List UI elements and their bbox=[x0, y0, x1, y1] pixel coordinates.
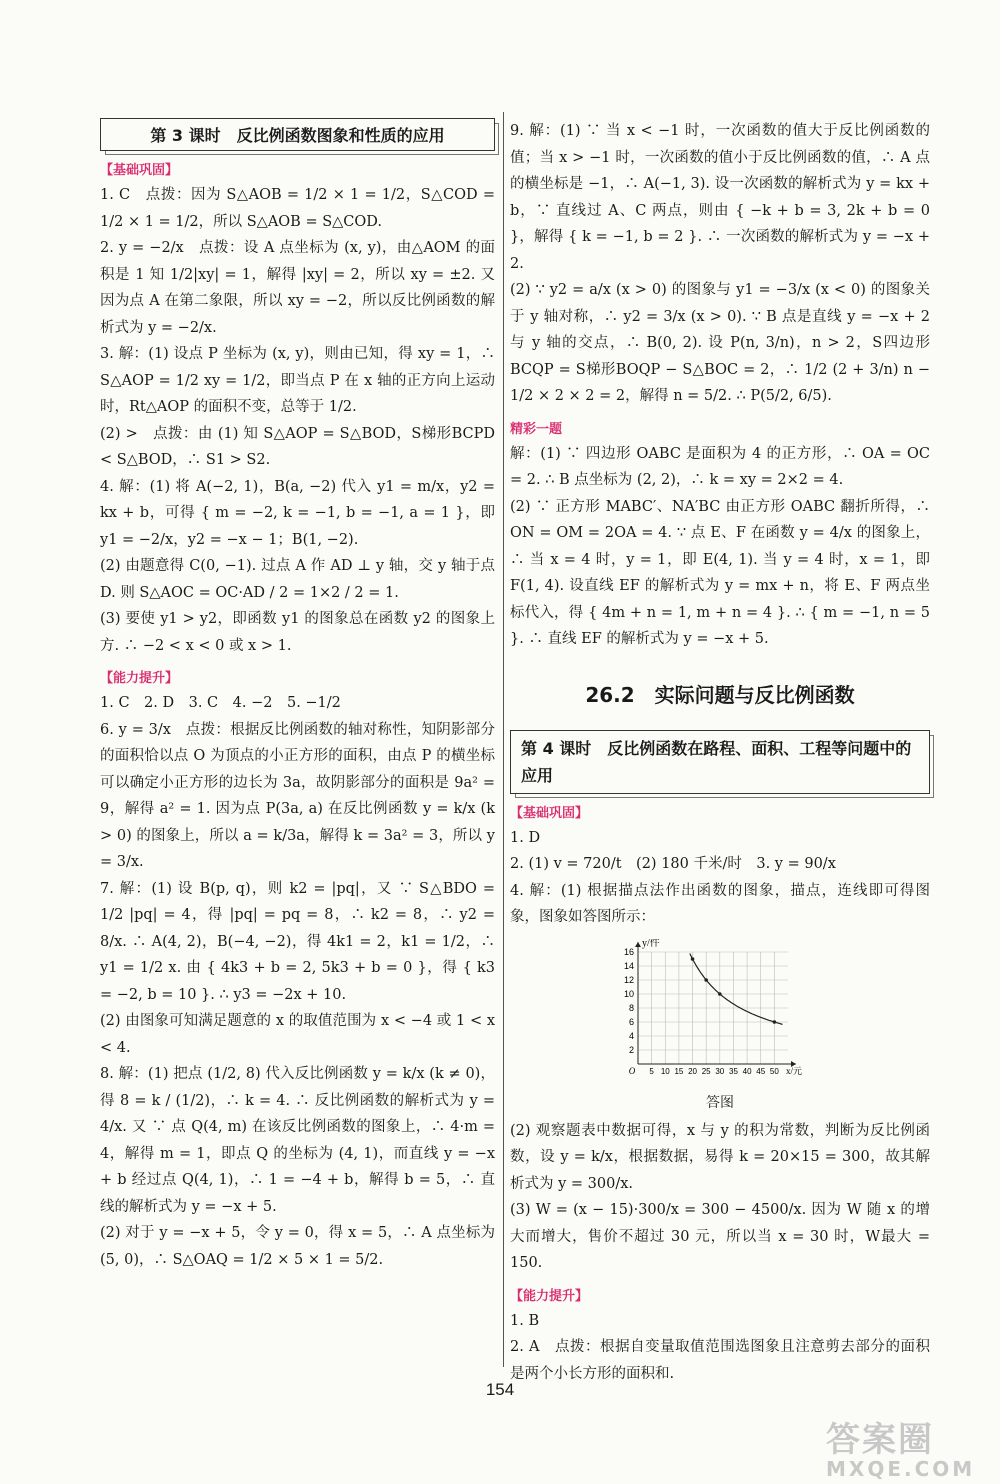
answer-graph bbox=[610, 939, 930, 1088]
ability-section-label: 【能力提升】 bbox=[510, 1288, 589, 1304]
section-heading: 26.2 实际问题与反比例函数 bbox=[585, 682, 855, 707]
data-point bbox=[718, 992, 722, 996]
origin-label: O bbox=[628, 1065, 636, 1076]
answer-item: 解：(1) ∵ 四边形 OABC 是面积为 4 的正方形，∴ OA = OC = 2. ∴ B 点坐标为 (2, 2)，∴ k = xy = 2×2 = 4. bbox=[510, 445, 930, 488]
data-point bbox=[704, 978, 708, 982]
watermark-line1: 答案圈 bbox=[826, 1420, 934, 1460]
y-tick-label: 16 bbox=[623, 946, 634, 957]
y-tick-label: 2 bbox=[628, 1044, 634, 1055]
x-tick-label: 30 bbox=[715, 1066, 725, 1076]
answer-item: (2) ∵ y2 = a/x (x > 0) 的图象与 y1 = −3/x (x < 0) 的图象关于 y 轴对称，∴ y2 = 3/x (x > 0). ∵ B 点是直线 y = −x + 2 与 y 轴的交点，∴ B(0, 2). 设 P(n, 3/n)，n > 2，S四边形BCQP = S梯形BOQP − S△BOC = 2，∴ 1/2 (2 + 3/n) n − 1/2 × 2 × 2 = 2，解得 n = 5/2. ∴ P(5/2, 6/5). bbox=[510, 282, 930, 404]
data-point bbox=[773, 1020, 777, 1024]
answer-item: (2) 观察题表中数据可得，x 与 y 的积为常数，判断为反比例函数，设 y = k/x，根据数据，易得 k = 20×15 = 300，故其解析式为 y = 300/x. bbox=[510, 1122, 930, 1192]
answer-item: 8. 解：(1) 把点 (1/2, 8) 代入反比例函数 y = k/x (k ≠ 0)，得 8 = k / (1/2)，∴ k = 4. ∴ 反比例函数的解析式为 y = 4/x. 又 ∵ 点 Q(4, m) 在该反比例函数的图象上，∴ 4·m = 4，解得 m = 1，即点 Q 的坐标为 (4, 1)，而直线 y = −x + b 经过点 Q(4, 1)，∴ 1 = −4 + b，解得 b = 5，∴ 直线的解析式为 y = −x + 5. bbox=[100, 1066, 495, 1215]
x-tick-label: 45 bbox=[756, 1066, 766, 1076]
answer-item: (2) > 点拨：由 (1) 知 S△AOP = S△BOD，S梯形BCPD < S△BOD，∴ S1 > S2. bbox=[100, 425, 495, 468]
x-tick-label: 5 bbox=[649, 1066, 654, 1076]
curve-line bbox=[690, 953, 783, 1024]
answer-item: (2) ∵ 正方形 MABC′、NA′BC 由正方形 OABC 翻折所得，∴ ON = OM = 2OA = 4. ∵ 点 E、F 在函数 y = 4/x 的图象上，∴ 当 x = 4 时，y = 1，即 E(4, 1). 当 y = 4 时，x = 1，即 F(1, 4). 设直线 EF 的解析式为 y = mx + n，将 E、F 两点坐标代入，得 { 4m + n = 1, m + n = 4 }. ∴ { m = −1, n = 5 }. ∴ 直线 EF 的解析式为 y = −x + 5. bbox=[510, 498, 930, 647]
y-tick-label: 12 bbox=[623, 974, 634, 985]
highlight-section-label: 精彩一题 bbox=[510, 421, 563, 437]
y-tick-label: 8 bbox=[628, 1002, 634, 1013]
x-tick-label: 35 bbox=[729, 1066, 738, 1076]
x-tick-label: 25 bbox=[701, 1066, 711, 1076]
left-column bbox=[100, 118, 495, 1273]
answer-item: 4. 解：(1) 将 A(−2, 1)，B(a, −2) 代入 y1 = m/x，y2 = kx + b，可得 { m = −2, k = −1, b = −1, a = 1 }，即 y1 = −2/x，y2 = −x − 1；B(1, −2). bbox=[100, 478, 495, 548]
ability-section-label: 【能力提升】 bbox=[100, 671, 179, 686]
y-tick-label: 4 bbox=[628, 1030, 634, 1041]
x-tick-label: 40 bbox=[742, 1066, 752, 1076]
page-number: 154 bbox=[485, 1380, 515, 1399]
answer-item: (2) 由题意得 C(0, −1). 过点 A 作 AD ⊥ y 轴，交 y 轴于点 D. 则 S△AOC = OC·AD / 2 = 1×2 / 2 = 1. bbox=[100, 558, 495, 601]
answer-item: 2. A 点拨：根据自变量取值范围选图象且注意剪去部分的面积是两个小长方形的面积和. bbox=[510, 1339, 930, 1382]
answer-item: 3. 解：(1) 设点 P 坐标为 (x, y)，则由已知，得 xy = 1，∴ S△AOP = 1/2 xy = 1/2，即当点 P 在 x 轴的正方向上运动时，Rt△AOP 的面积不变，总等于 1/2. bbox=[100, 346, 495, 415]
answer-item: 2. (1) v = 720/t (2) 180 千米/时 3. y = 90/x bbox=[510, 856, 836, 872]
answer-item: (3) 要使 y1 > y2，即函数 y1 的图象总在函数 y2 的图象上方. ∴ −2 < x < 0 或 x > 1. bbox=[100, 611, 495, 654]
answer-item: 9. 解：(1) ∵ 当 x < −1 时，一次函数的值大于反比例函数的值；当 x > −1 时，一次函数的值小于反比例函数的值，∴ A 点的横坐标是 −1，∴ A(−1, 3). 设一次函数的解析式为 y = kx + b，∵ 直线过 A、C 两点，则由 { −k + b = 3, 2k + b = 0 }，解得 { k = −1, b = 2 }. ∴ 一次函数的解析式为 y = −x + 2. bbox=[510, 123, 930, 272]
watermark bbox=[826, 1412, 975, 1481]
basic-section-label: 【基础巩固】 bbox=[100, 163, 179, 178]
y-axis-label: y/件 bbox=[642, 938, 660, 949]
answer-item: (2) 由图象可知满足题意的 x 的取值范围为 x < −4 或 1 < x < 4. bbox=[100, 1013, 495, 1056]
x-axis-label: x/元 bbox=[786, 1065, 803, 1076]
answer-item: 1. B bbox=[510, 1312, 540, 1329]
answer-graph-svg bbox=[610, 939, 810, 1084]
answer-item: (3) W = (x − 15)·300/x = 300 − 4500/x. 因为 W 随 x 的增大而增大，售价不超过 30 元，所以当 x = 30 时，W最大 = 150. bbox=[510, 1202, 930, 1271]
answer-item: 1. D bbox=[510, 829, 541, 846]
column-divider bbox=[503, 112, 504, 1367]
answer-item: 4. 解：(1) 根据描点法作出函数的图象，描点，连线即可得图象，图象如答图所示： bbox=[510, 882, 930, 925]
lesson-4-title: 第 4 课时 反比例函数在路程、面积、工程等问题中的应用 bbox=[510, 730, 930, 794]
graph-caption: 答图 bbox=[706, 1094, 734, 1111]
y-tick-label: 6 bbox=[628, 1016, 634, 1027]
y-axis-arrow bbox=[635, 942, 641, 947]
basic-section-label: 【基础巩固】 bbox=[510, 805, 589, 821]
x-tick-label: 10 bbox=[660, 1066, 670, 1076]
answer-item: 7. 解：(1) 设 B(p, q)，则 k2 = |pq|，又 ∵ S△BDO = 1/2 |pq| = 4，得 |pq| = pq = 8，∴ k2 = 8，∴ y2 = 8/x. ∴ A(4, 2)，B(−4, −2)，得 4k1 = 2，k1 = 1/2，∴ y1 = 1/2 x. 由 { 4k3 + b = 2, 5k3 + b = 0 }，得 { k3 = −2, b = 10 }. ∴ y3 = −2x + 10. bbox=[100, 880, 495, 1003]
right-column bbox=[510, 118, 930, 1387]
x-tick-label: 15 bbox=[674, 1066, 684, 1076]
answer-item: (2) 对于 y = −x + 5，令 y = 0，得 x = 5，∴ A 点坐标为 (5, 0)，∴ S△OAQ = 1/2 × 5 × 1 = 5/2. bbox=[100, 1225, 495, 1268]
lesson-3-title: 第 3 课时 反比例函数图象和性质的应用 bbox=[100, 118, 495, 151]
answer-item: 2. y = −2/x 点拨：设 A 点坐标为 (x, y)，由△AOM 的面积是 1 知 1/2|xy| = 1，解得 |xy| = 2，所以 xy = ±2. 又因为点 A 在第二象限，所以 xy = −2，所以反比例函数的解析式为 y = −2/x. bbox=[100, 240, 495, 336]
answer-item: 1. C 点拨：因为 S△AOB = 1/2 × 1 = 1/2，S△COD = 1/2 × 1 = 1/2，所以 S△AOB = S△COD. bbox=[100, 187, 495, 230]
watermark-line2: MXQE.COM bbox=[826, 1457, 976, 1481]
answer-item: 6. y = 3/x 点拨：根据反比例函数的轴对称性，知阴影部分的面积恰以点 O 为顶点的小正方形的面积，由点 P 的横坐标可以确定小正方形的边长为 3a，故阴影部分的面积是 9a² = 9，解得 a² = 1. 因为点 P(3a, a) 在反比例函数 y = k/x (k > 0) 的图象上，所以 a = k/3a，解得 k = 3a² = 3，所以 y = 3/x. bbox=[100, 721, 495, 870]
x-tick-label: 20 bbox=[688, 1066, 697, 1076]
x-tick-label: 50 bbox=[769, 1066, 779, 1076]
y-tick-label: 10 bbox=[623, 988, 634, 999]
y-tick-label: 14 bbox=[623, 960, 634, 971]
answer-item: 1. C 2. D 3. C 4. −2 5. −1/2 bbox=[100, 695, 341, 711]
data-point bbox=[691, 957, 695, 961]
